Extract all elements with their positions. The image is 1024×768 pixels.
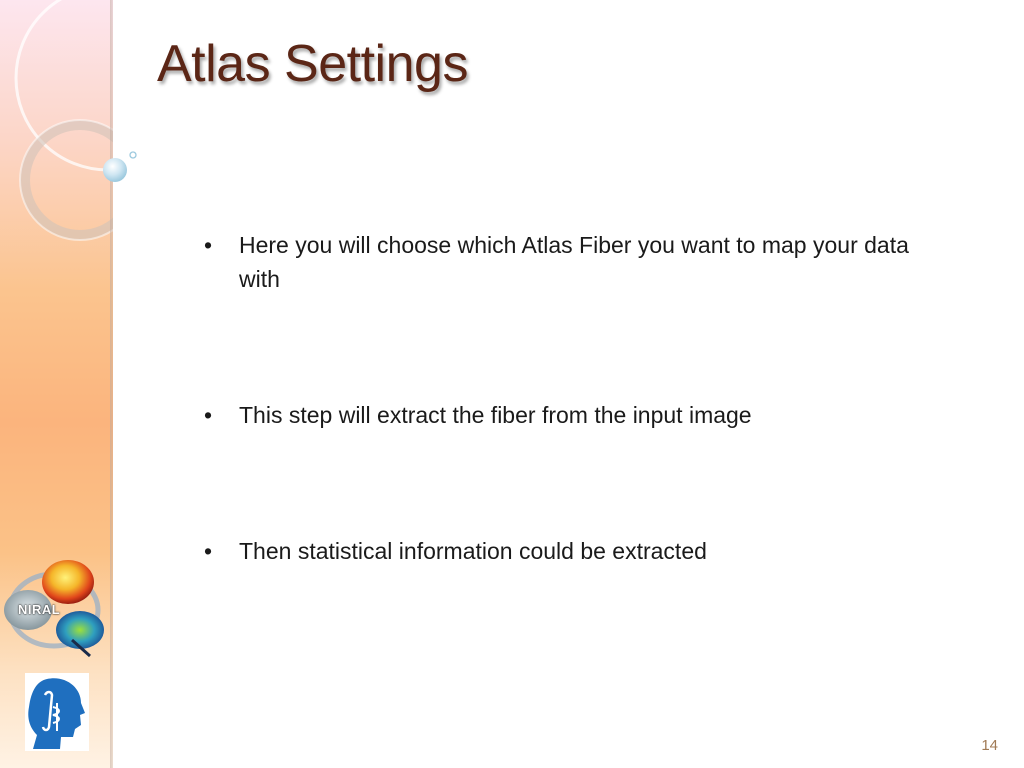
slide-title: Atlas Settings [157,35,468,93]
bullet-marker: • [204,232,213,258]
bullet-marker: • [204,402,213,428]
niral-logo-text: NIRAL [18,602,61,617]
page-number: 14 [981,737,998,754]
sidebar-edge [110,0,113,768]
bullet-item [204,398,924,432]
bullet-text: Then statistical information could be extracted [239,538,707,564]
bubble-icon [98,148,142,184]
slicer-logo-icon [25,673,89,751]
bullet-text: Here you will choose which Atlas Fiber you want to map your data with [239,232,909,292]
bullet-item [204,534,924,568]
decorative-circles-icon [0,0,113,260]
bullet-marker: • [204,538,213,564]
bullet-text: This step will extract the fiber from the input image [239,402,752,428]
bullet-item [204,228,924,296]
